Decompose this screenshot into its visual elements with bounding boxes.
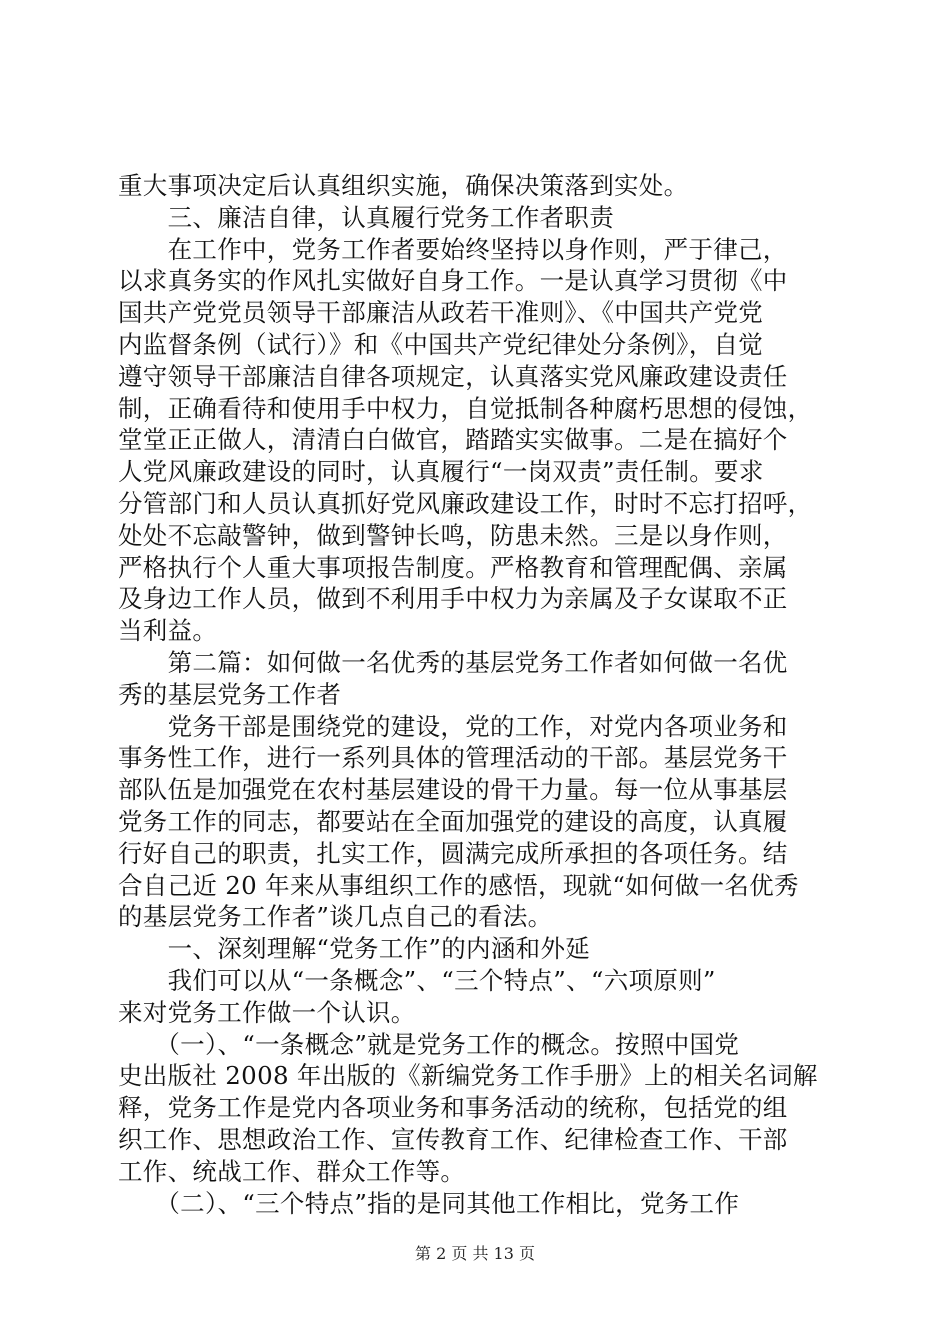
text-line: （二）、“三个特点”指的是同其他工作相比，党务工作: [118, 1188, 740, 1218]
text-line: 我们可以从“一条概念”、“三个特点”、“六项原则”: [118, 965, 716, 995]
text-line: 织工作、思想政治工作、宣传教育工作、纪律检查工作、干部: [118, 1124, 788, 1154]
text-line: 事务性工作，进行一系列具体的管理活动的干部。基层党务干: [118, 743, 788, 773]
text-line: 分管部门和人员认真抓好党风廉政建设工作，时时不忘打招呼，: [118, 488, 813, 518]
text-line: 释，党务工作是党内各项业务和事务活动的统称，包括党的组: [118, 1093, 788, 1123]
text-line: 堂堂正正做人，清清白白做官，踏踏实实做事。二是在搞好个: [118, 425, 788, 455]
text-line: 史出版社 2008 年出版的《新编党务工作手册》上的相关名词解: [118, 1061, 818, 1091]
text-line: 在工作中，党务工作者要始终坚持以身作则，严于律己，: [118, 234, 788, 264]
text-line: 党务干部是围绕党的建设，党的工作，对党内各项业务和: [118, 711, 788, 741]
section-heading: 一、深刻理解“党务工作”的内涵和外延: [118, 934, 591, 964]
text-line: （一）、“一条概念”就是党务工作的概念。按照中国党: [118, 1029, 740, 1059]
text-line: 处处不忘敲警钟，做到警钟长鸣，防患未然。三是以身作则，: [118, 520, 788, 550]
section-heading: 三、廉洁自律，认真履行党务工作者职责: [118, 202, 614, 232]
text-line: 行好自己的职责，扎实工作，圆满完成所承担的各项任务。结: [118, 838, 788, 868]
text-line: 合自己近 20 年来从事组织工作的感悟，现就“如何做一名优秀: [118, 870, 799, 900]
chapter-heading: 第二篇：如何做一名优秀的基层党务工作者如何做一名优: [118, 647, 788, 677]
text-line: 重大事项决定后认真组织实施，确保决策落到实处。: [118, 171, 689, 200]
text-line: 制，正确看待和使用手中权力，自觉抵制各种腐朽思想的侵蚀，: [118, 393, 813, 423]
text-line: 以求真务实的作风扎实做好自身工作。一是认真学习贯彻《中: [118, 266, 788, 296]
text-line: 来对党务工作做一个认识。: [118, 997, 416, 1027]
text-line: 及身边工作人员，做到不利用手中权力为亲属及子女谋取不正: [118, 584, 788, 614]
text-line: 遵守领导干部廉洁自律各项规定，认真落实党风廉政建设责任: [118, 361, 788, 391]
text-line: 部队伍是加强党在农村基层建设的骨干力量。每一位从事基层: [118, 775, 788, 805]
text-line: 工作、统战工作、群众工作等。: [118, 1156, 466, 1186]
body-text: [118, 170, 838, 1219]
text-line: 内监督条例（试行）》和《中国共产党纪律处分条例》，自觉: [118, 329, 764, 359]
text-line: 党务工作的同志，都要站在全面加强党的建设的高度，认真履: [118, 806, 788, 836]
text-line: 人党风廉政建设的同时，认真履行“一岗双责”责任制。要求: [118, 457, 764, 487]
page-number-footer: 第 2 页 共 13 页: [415, 1244, 535, 1263]
text-line: 当利益。: [118, 616, 218, 646]
chapter-heading: 秀的基层党务工作者: [118, 679, 342, 709]
text-line: 严格执行个人重大事项报告制度。严格教育和管理配偶、亲属: [118, 552, 788, 582]
text-line: 国共产党党员领导干部廉洁从政若干准则》、《中国共产党党: [118, 298, 764, 328]
text-line: 的基层党务工作者”谈几点自己的看法。: [118, 902, 553, 932]
